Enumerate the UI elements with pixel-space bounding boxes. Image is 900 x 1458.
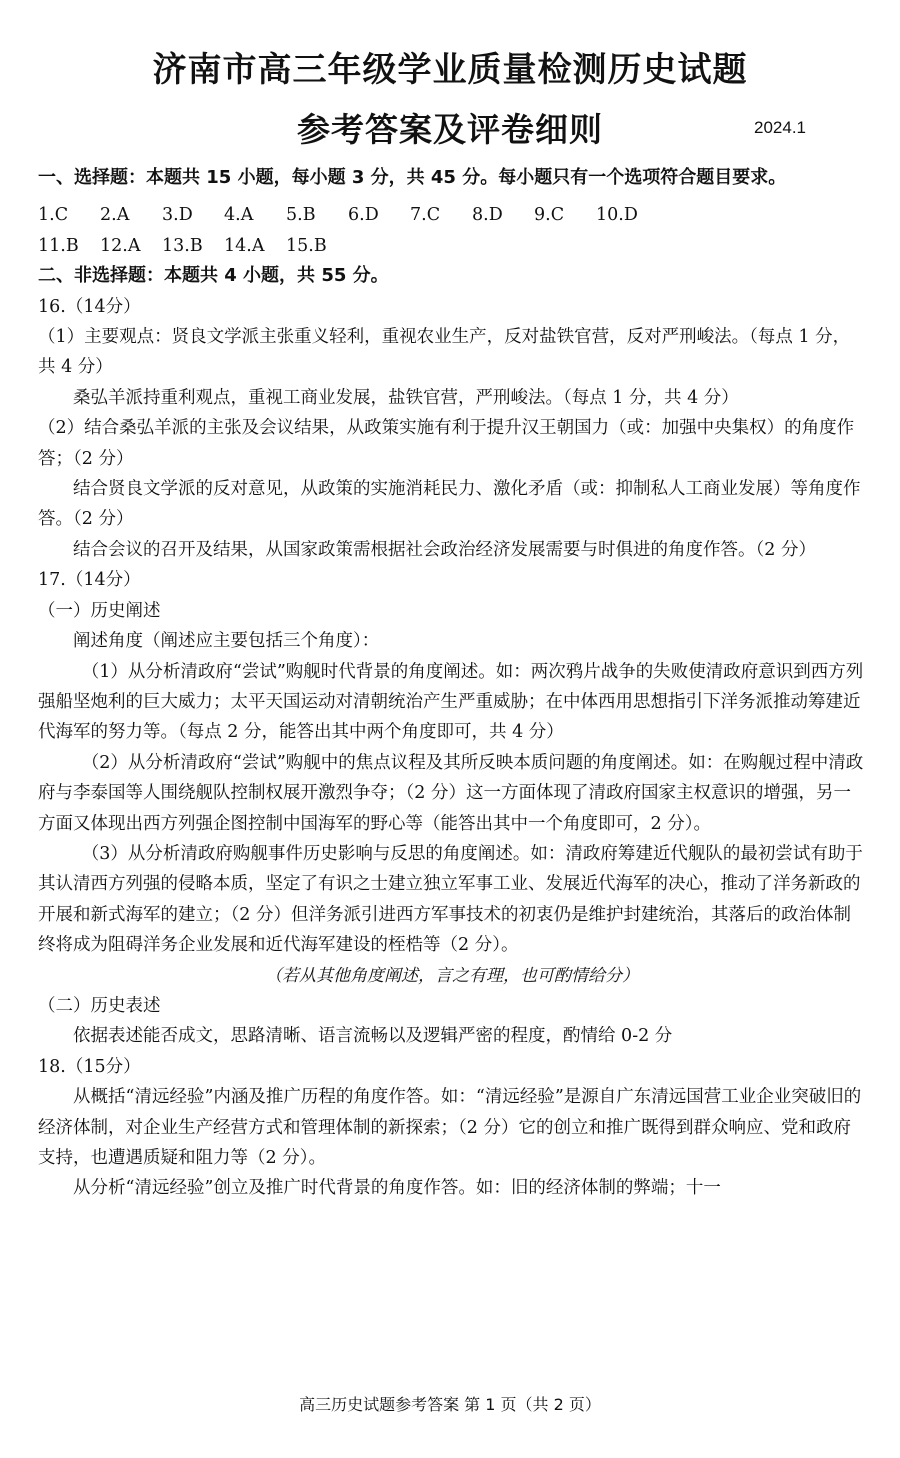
q16-part2-b: 结合贤良文学派的反对意见，从政策的实施消耗民力、激化矛盾（或：抑制私人工商业发展）等角度作答。（2 分） bbox=[38, 479, 861, 530]
q17-section-history-expression: （二）历史表述 bbox=[38, 995, 161, 1016]
choice-answers-row-2 bbox=[38, 231, 866, 261]
choice-answer: 9.C bbox=[534, 205, 565, 226]
choice-answers-row-1 bbox=[38, 200, 866, 230]
choice-answer: 6.D bbox=[348, 205, 379, 226]
choice-answer: 11.B bbox=[38, 235, 79, 256]
q16-label: 16.（14分） bbox=[38, 296, 141, 317]
q16-part1-b: 桑弘羊派持重利观点，重视工商业发展，盐铁官营，严刑峻法。（每点 1 分，共 4 分） bbox=[73, 387, 739, 408]
page-subtitle: 参考答案及评卷细则 bbox=[297, 110, 603, 149]
choice-answer: 13.B bbox=[162, 235, 203, 256]
q17-expression-criteria: 依据表述能否成文，思路清晰、语言流畅以及逻辑严密的程度，酌情给 0-2 分 bbox=[73, 1026, 673, 1047]
q17-angle-3: （3）从分析清政府购舰事件历史影响与反思的角度阐述。如：清政府筹建近代舰队的最初尝试有助于其认清西方列强的侵略本质，坚定了有识之士建立独立军事工业、发展近代海军的决心，推动了洋务新政的开展和新式海军的建立；（2 分）但洋务派引进西方军事技术的初衷仍是维护封建统治，其落后的政治体制终将成为阻碍洋务企业发展和近代海军建设的桎梏等（2 分）。 bbox=[38, 843, 863, 956]
q18-para-1: 从概括“清远经验”内涵及推广历程的角度作答。如：“清远经验”是源自广东清远国营工业企业突破旧的经济体制，对企业生产经营方式和管理体制的新探索；（2 分）它的创立和推广既得到群众响应、党和政府支持，也遭遇质疑和阻力等（2 分）。 bbox=[38, 1087, 862, 1168]
q16-part1: （1）主要观点：贤良文学派主张重义轻利，重视农业生产，反对盐铁官营，反对严刑峻法。（每点 1 分，共 4 分） bbox=[38, 327, 851, 378]
page-footer: 高三历史试题参考答案 第 1 页（共 2 页） bbox=[299, 1395, 601, 1414]
choice-answer: 2.A bbox=[100, 205, 130, 226]
spacer bbox=[38, 193, 866, 200]
q17-section-history-exposition: （一）历史阐述 bbox=[38, 600, 161, 621]
q17-angle-2: （2）从分析清政府“尝试”购舰中的焦点议程及其所反映本质问题的角度阐述。如：在购舰过程中清政府与李泰国等人围绕舰队控制权展开激烈争夺；（2 分）这一方面体现了清政府国家主权意识的增强，另一方面又体现出西方列强企图控制中国海军的野心等（能答出其中一个角度即可，2 分）。 bbox=[38, 752, 864, 834]
answer-body bbox=[38, 163, 866, 1204]
choice-answer: 12.A bbox=[100, 235, 141, 256]
q18-para-2: 从分析“清远经验”创立及推广时代背景的角度作答。如：旧的经济体制的弊端；十一 bbox=[73, 1178, 721, 1199]
section2-heading: 二、非选择题：本题共 4 小题，共 55 分。 bbox=[38, 265, 389, 287]
choice-answer: 10.D bbox=[596, 205, 638, 226]
page-title: 济南市高三年级学业质量检测历史试题 bbox=[152, 50, 748, 90]
choice-answer: 1.C bbox=[38, 205, 69, 226]
q16-part2-c: 结合会议的召开及结果，从国家政策需根据社会政治经济发展需要与时俱进的角度作答。（2 分） bbox=[73, 539, 816, 560]
choice-answer: 4.A bbox=[224, 205, 254, 226]
q17-intro: 阐述角度（阐述应主要包括三个角度）： bbox=[73, 631, 380, 652]
choice-answer: 8.D bbox=[472, 205, 503, 226]
q18-label: 18.（15分） bbox=[38, 1056, 141, 1077]
q17-note: （若从其他角度阐述，言之有理，也可酌情给分） bbox=[265, 965, 639, 986]
q17-angle-1: （1）从分析清政府“尝试”购舰时代背景的角度阐述。如：两次鸦片战争的失败使清政府意识到西方列强船坚炮利的巨大威力；太平天国运动对清朝统治产生严重威胁；在中体西用思想指引下洋务派推动筹建近代海军的努力等。（每点 2 分，能答出其中两个角度即可，共 4 分） bbox=[38, 661, 864, 743]
section1-heading: 一、选择题：本题共 15 小题，每小题 3 分，共 45 分。每小题只有一个选项符合题目要求。 bbox=[38, 167, 787, 188]
exam-date: 2024.1 bbox=[754, 118, 806, 137]
choice-answer: 7.C bbox=[410, 205, 441, 226]
choice-answer: 15.B bbox=[286, 235, 327, 256]
q17-label: 17.（14分） bbox=[38, 570, 141, 591]
choice-answer: 5.B bbox=[286, 205, 316, 226]
choice-answer: 14.A bbox=[224, 235, 265, 256]
choice-answer: 3.D bbox=[162, 205, 193, 226]
q16-part2: （2）结合桑弘羊派的主张及会议结果，从政策实施有利于提升汉王朝国力（或：加强中央集权）的角度作答；（2 分） bbox=[38, 418, 855, 469]
